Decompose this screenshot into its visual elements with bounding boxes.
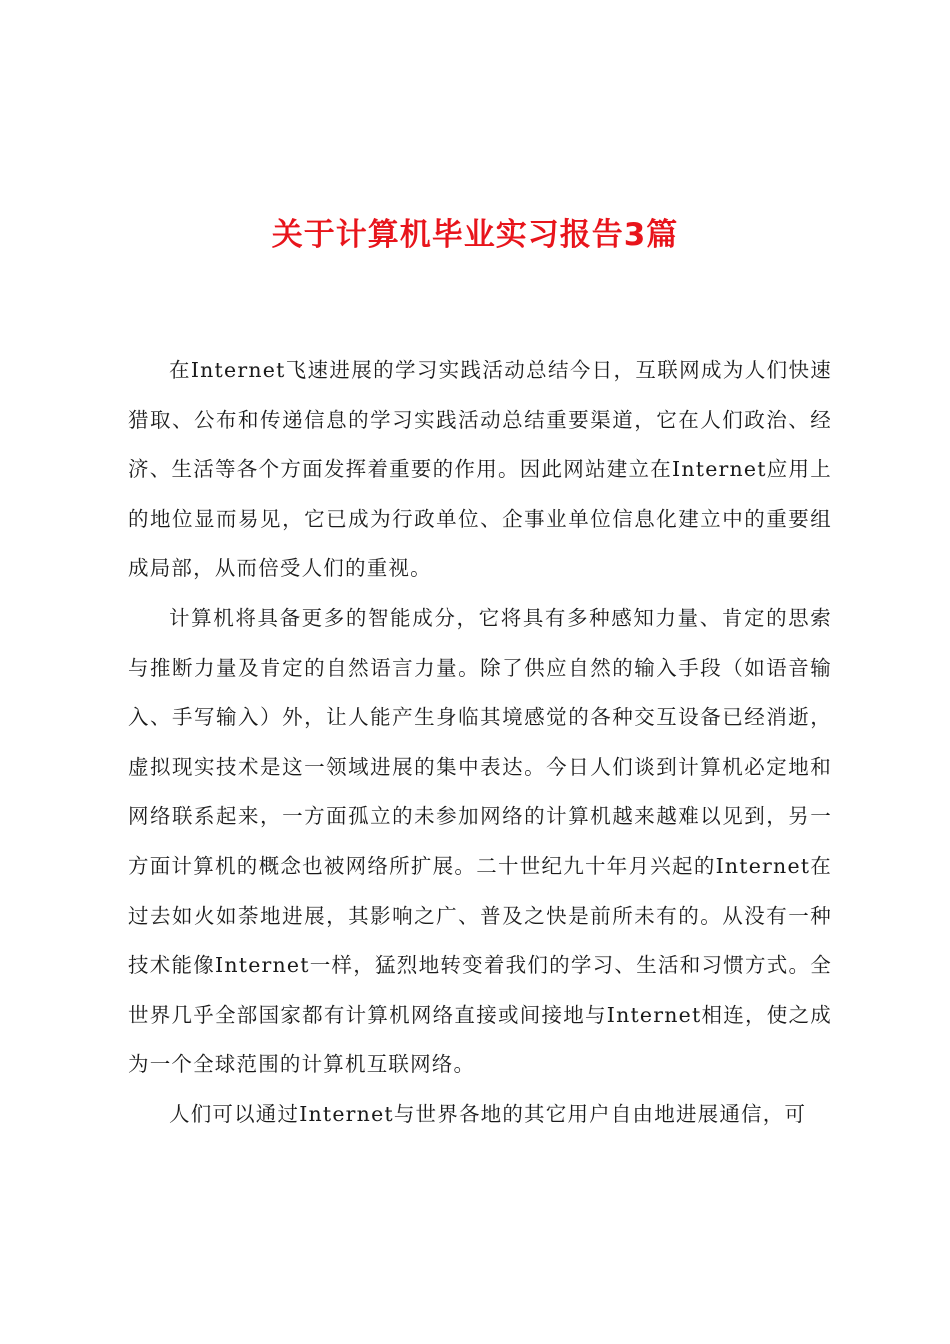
paragraph-1: 在Internet飞速进展的学习实践活动总结今日，互联网成为人们快速猎取、公布和传递信息的学习实践活动总结重要渠道，它在人们政治、经济、生活等各个方面发挥着重要的作用。因此网站建立在Internet应用上的地位显而易见，它已成为行政单位、企事业单位信息化建立中的重要组成局部，从而倍受人们的重视。: [128, 358, 832, 581]
paragraph-2: 计算机将具备更多的智能成分，它将具有多种感知力量、肯定的思索与推断力量及肯定的自然语言力量。除了供应自然的输入手段（如语音输入、手写输入）外，让人能产生身临其境感觉的各种交互设备已经消逝，虚拟现实技术是这一领域进展的集中表达。今日人们谈到计算机必定地和网络联系起来，一方面孤立的未参加网络的计算机越来越难以见到，另一方面计算机的概念也被网络所扩展。二十世纪九十年月兴起的Internet在过去如火如荼地进展，其影响之广、普及之快是前所未有的。从没有一种技术能像Internet一样，猛烈地转变着我们的学习、生活和习惯方式。全世界几乎全部国家都有计算机网络直接或间接地与Internet相连，使之成为一个全球范围的计算机互联网络。: [128, 605, 832, 1077]
paragraph-3: 人们可以通过Internet与世界各地的其它用户自由地进展通信，可: [169, 1101, 807, 1126]
document-title: 关于计算机毕业实习报告3篇: [271, 217, 679, 253]
document-body: [128, 346, 832, 1140]
